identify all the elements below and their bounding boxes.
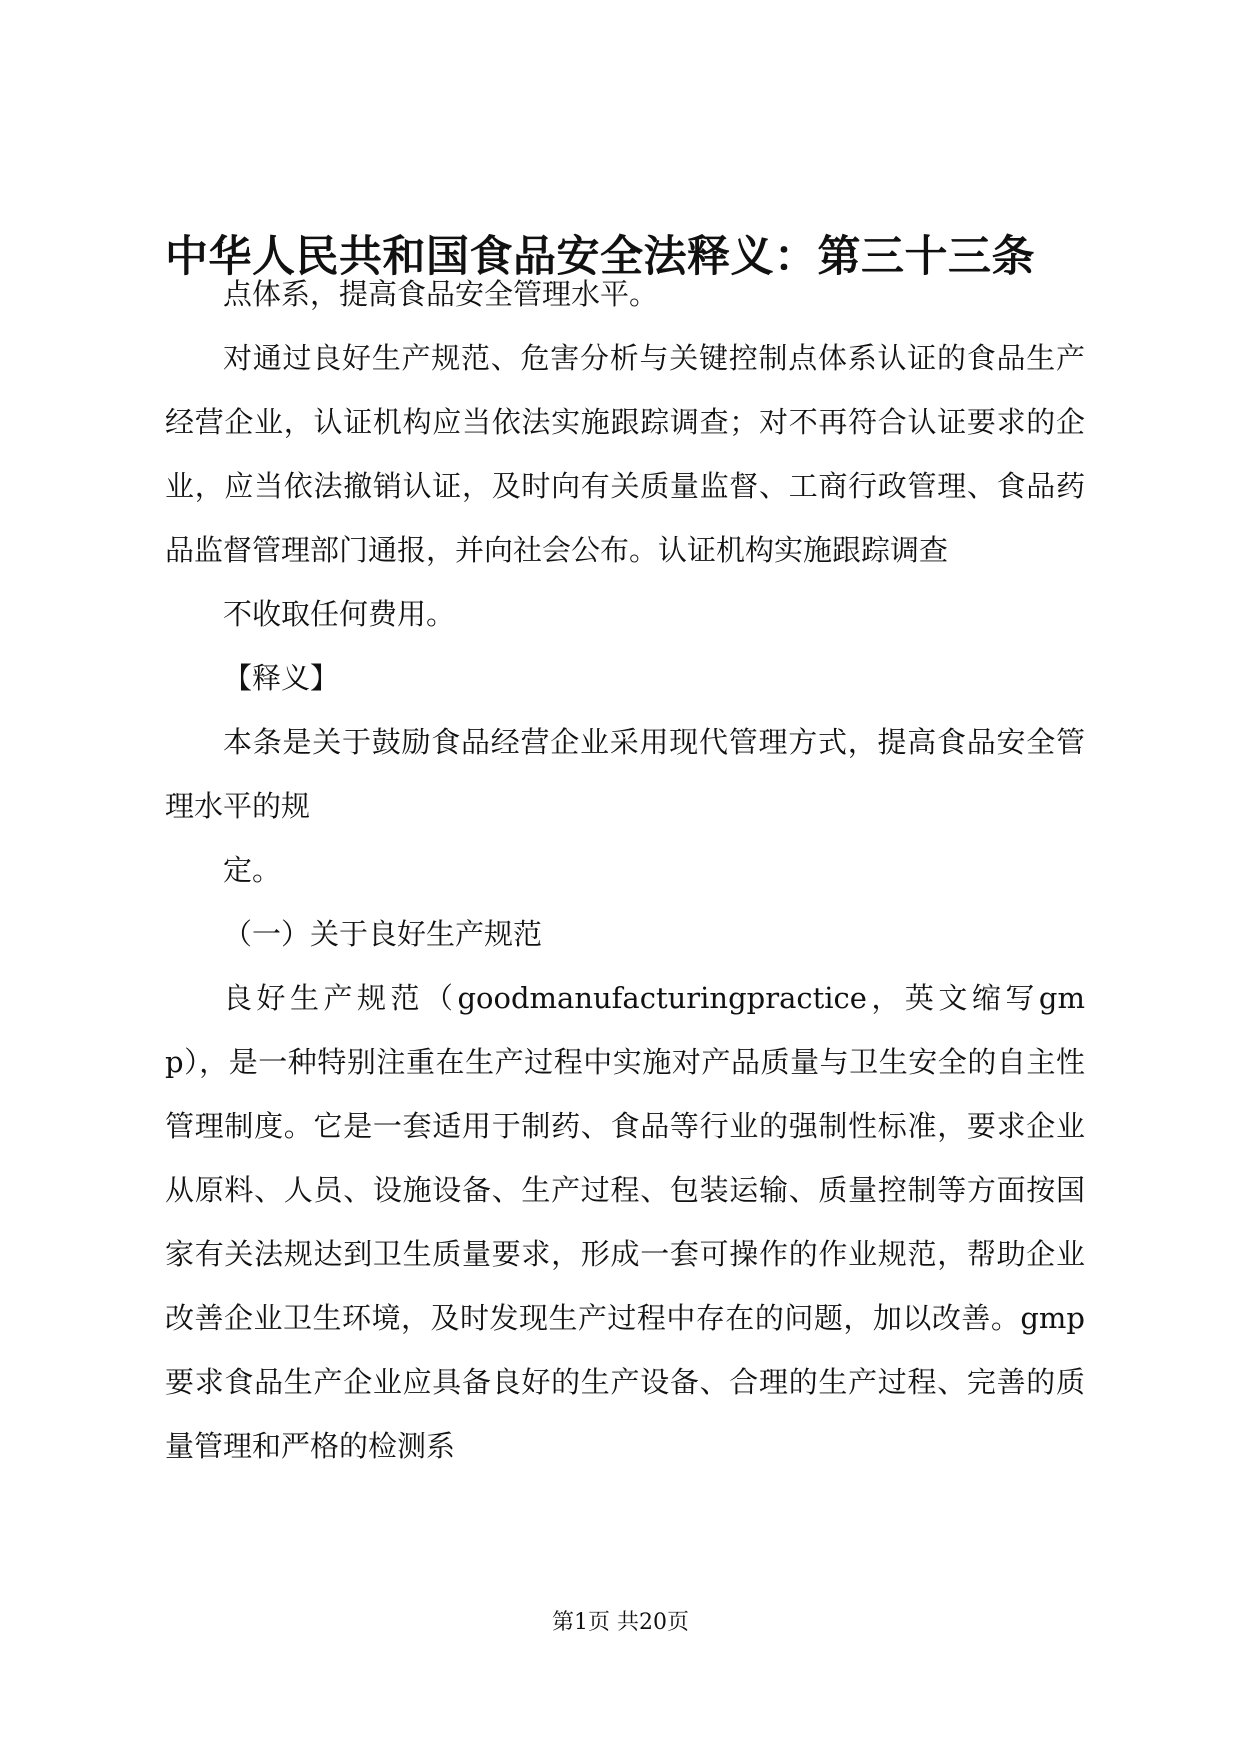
paragraph-5: 本条是关于鼓励食品经营企业采用现代管理方式，提高食品安全管理水平的规 — [165, 725, 1085, 823]
document-body — [165, 262, 1085, 1478]
paragraph-3: 不收取任何费用。 — [223, 597, 456, 631]
page-number-footer: 第1页 共20页 — [552, 1610, 689, 1635]
subsection-heading-gmp: （一）关于良好生产规范 — [223, 917, 543, 951]
paragraph-6: 定。 — [223, 853, 282, 887]
paragraph-8: 良好生产规范（goodmanufacturingpractice，英文缩写gmp），是一种特别注重在生产过程中实施对产品质量与卫生安全的自主性管理制度。它是一套适用于制药、食品等行业的强制性标准，要求企业从原料、人员、设施设备、生产过程、包装运输、质量控制等方面按国家有关法规达到卫生质量要求，形成一套可操作的作业规范，帮助企业改善企业卫生环境，及时发现生产过程中存在的问题，加以改善。gmp要求食品生产企业应具备良好的生产设备、合理的生产过程、完善的质量管理和严格的检测系 — [165, 981, 1085, 1463]
section-heading-interpretation: 【释义】 — [223, 661, 340, 695]
document-title: 中华人民共和国食品安全法释义：第三十三条 — [165, 232, 1035, 282]
paragraph-2: 对通过良好生产规范、危害分析与关键控制点体系认证的食品生产经营企业，认证机构应当依法实施跟踪调查；对不再符合认证要求的企业，应当依法撤销认证，及时向有关质量监督、工商行政管理、食品药品监督管理部门通报，并向社会公布。认证机构实施跟踪调查 — [165, 341, 1085, 567]
paragraph-1: 点体系，提高食品安全管理水平。 — [223, 277, 659, 311]
